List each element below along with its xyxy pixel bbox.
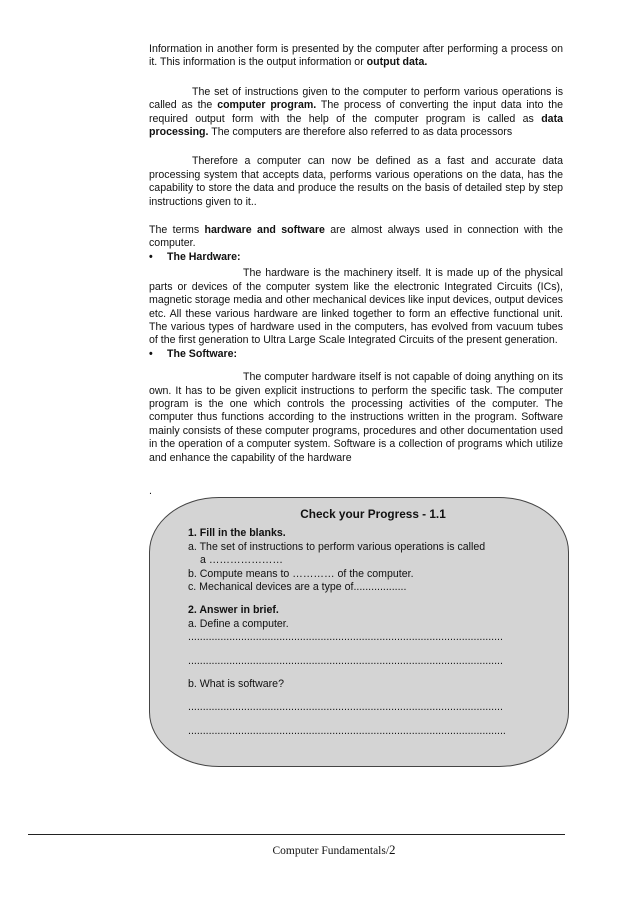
footer-title: Computer Fundamentals/ xyxy=(272,845,390,857)
paragraph-text: are almost always used in connection with the computer. xyxy=(149,224,563,250)
progress-content xyxy=(188,508,538,738)
question-2a: a. Define a computer. xyxy=(188,617,289,630)
question-2b: b. What is software? xyxy=(188,678,284,691)
question-2-heading: 2. Answer in brief. xyxy=(188,604,279,617)
answer-line: ............................................................................................................ xyxy=(188,724,506,737)
paragraph-text: Therefore a computer can now be defined as a fast and accurate data processing system that accepts data, performs various operations on the data, has the capability to store the data and produce the results on the basis of detailed step by step instructions given to it.. xyxy=(149,155,563,208)
paragraph-text: The computers are therefore also referred to as data processors xyxy=(208,126,513,139)
bullet-icon: • xyxy=(149,250,153,263)
paragraph-hardware-software-terms xyxy=(149,224,563,251)
paragraph-text: The computer hardware itself is not capable of doing anything on its own. It has to be given explicit instructions to perform the specific task. The computer program is the one which controls the processing activities of the computer. The computer thus functions according to the instructions written in the program. Software mainly consists of these computer programs, procedures and other documentation used in the operation of a computer system. Software is a collection of programs which utilize and enhance the capability of the hardware xyxy=(149,371,563,464)
check-your-progress-box xyxy=(149,497,569,767)
software-heading xyxy=(149,348,563,361)
question-1a-blank: a ………………… xyxy=(200,554,283,567)
paragraph-text: The hardware is the machinery itself. It is made up of the physical parts or devices of the computer system like the electronic Integrated Circuits (ICs), magnetic storage media and other mechanical devices like input devices, output devices etc. All these various hardware are linked together to form an effective functional unit. The various types of hardware used in the computers, has evolved from vacuum tubes of the first generation to Ultra Large Scale Integrated Circuits of the present generation. xyxy=(149,267,563,347)
paragraph-text: The process of converting the input data into the required output form with the help of the computer program is called as xyxy=(149,99,563,125)
paragraph-text: Information in another form is presented by the computer after performing a process on it. This information is the output information or xyxy=(149,43,563,69)
question-1-heading: 1. Fill in the blanks. xyxy=(188,527,286,540)
bold-term-data-processing: data processing. xyxy=(149,112,563,139)
question-1c: c. Mechanical devices are a type of.................. xyxy=(188,581,407,594)
paragraph-computer-definition xyxy=(149,155,563,209)
paragraph-text: The set of instructions given to the computer to perform various operations is called as the xyxy=(149,85,563,112)
paragraph-computer-program xyxy=(149,86,563,140)
bold-term-hardware-software: hardware and software xyxy=(204,224,325,237)
bold-term-computer-program: computer program. xyxy=(217,99,317,112)
answer-line: ........................................................................................................... xyxy=(188,701,503,714)
question-1b: b. Compute means to ………… of the computer. xyxy=(188,567,414,580)
bold-term-output-data: output data. xyxy=(366,56,428,69)
answer-line: ........................................................................................................... xyxy=(188,654,503,667)
paragraph-text: The terms xyxy=(149,224,205,237)
answer-line: ........................................................................................................... xyxy=(188,631,503,644)
main-content xyxy=(149,43,563,465)
page-number: 2 xyxy=(389,842,396,857)
hardware-heading-label: The Hardware: xyxy=(167,250,241,263)
question-1a: a. The set of instructions to perform various operations is called xyxy=(188,540,486,553)
footer-divider xyxy=(28,834,565,835)
page-footer xyxy=(0,843,638,858)
bullet-icon: • xyxy=(149,347,153,360)
paragraph-output-data xyxy=(149,43,563,70)
paragraph-hardware xyxy=(149,267,563,347)
hardware-heading xyxy=(149,251,563,264)
stray-dot: . xyxy=(149,485,152,497)
software-heading-label: The Software: xyxy=(167,347,238,360)
paragraph-software xyxy=(149,371,563,465)
progress-title: Check your Progress - 1.1 xyxy=(300,507,446,521)
